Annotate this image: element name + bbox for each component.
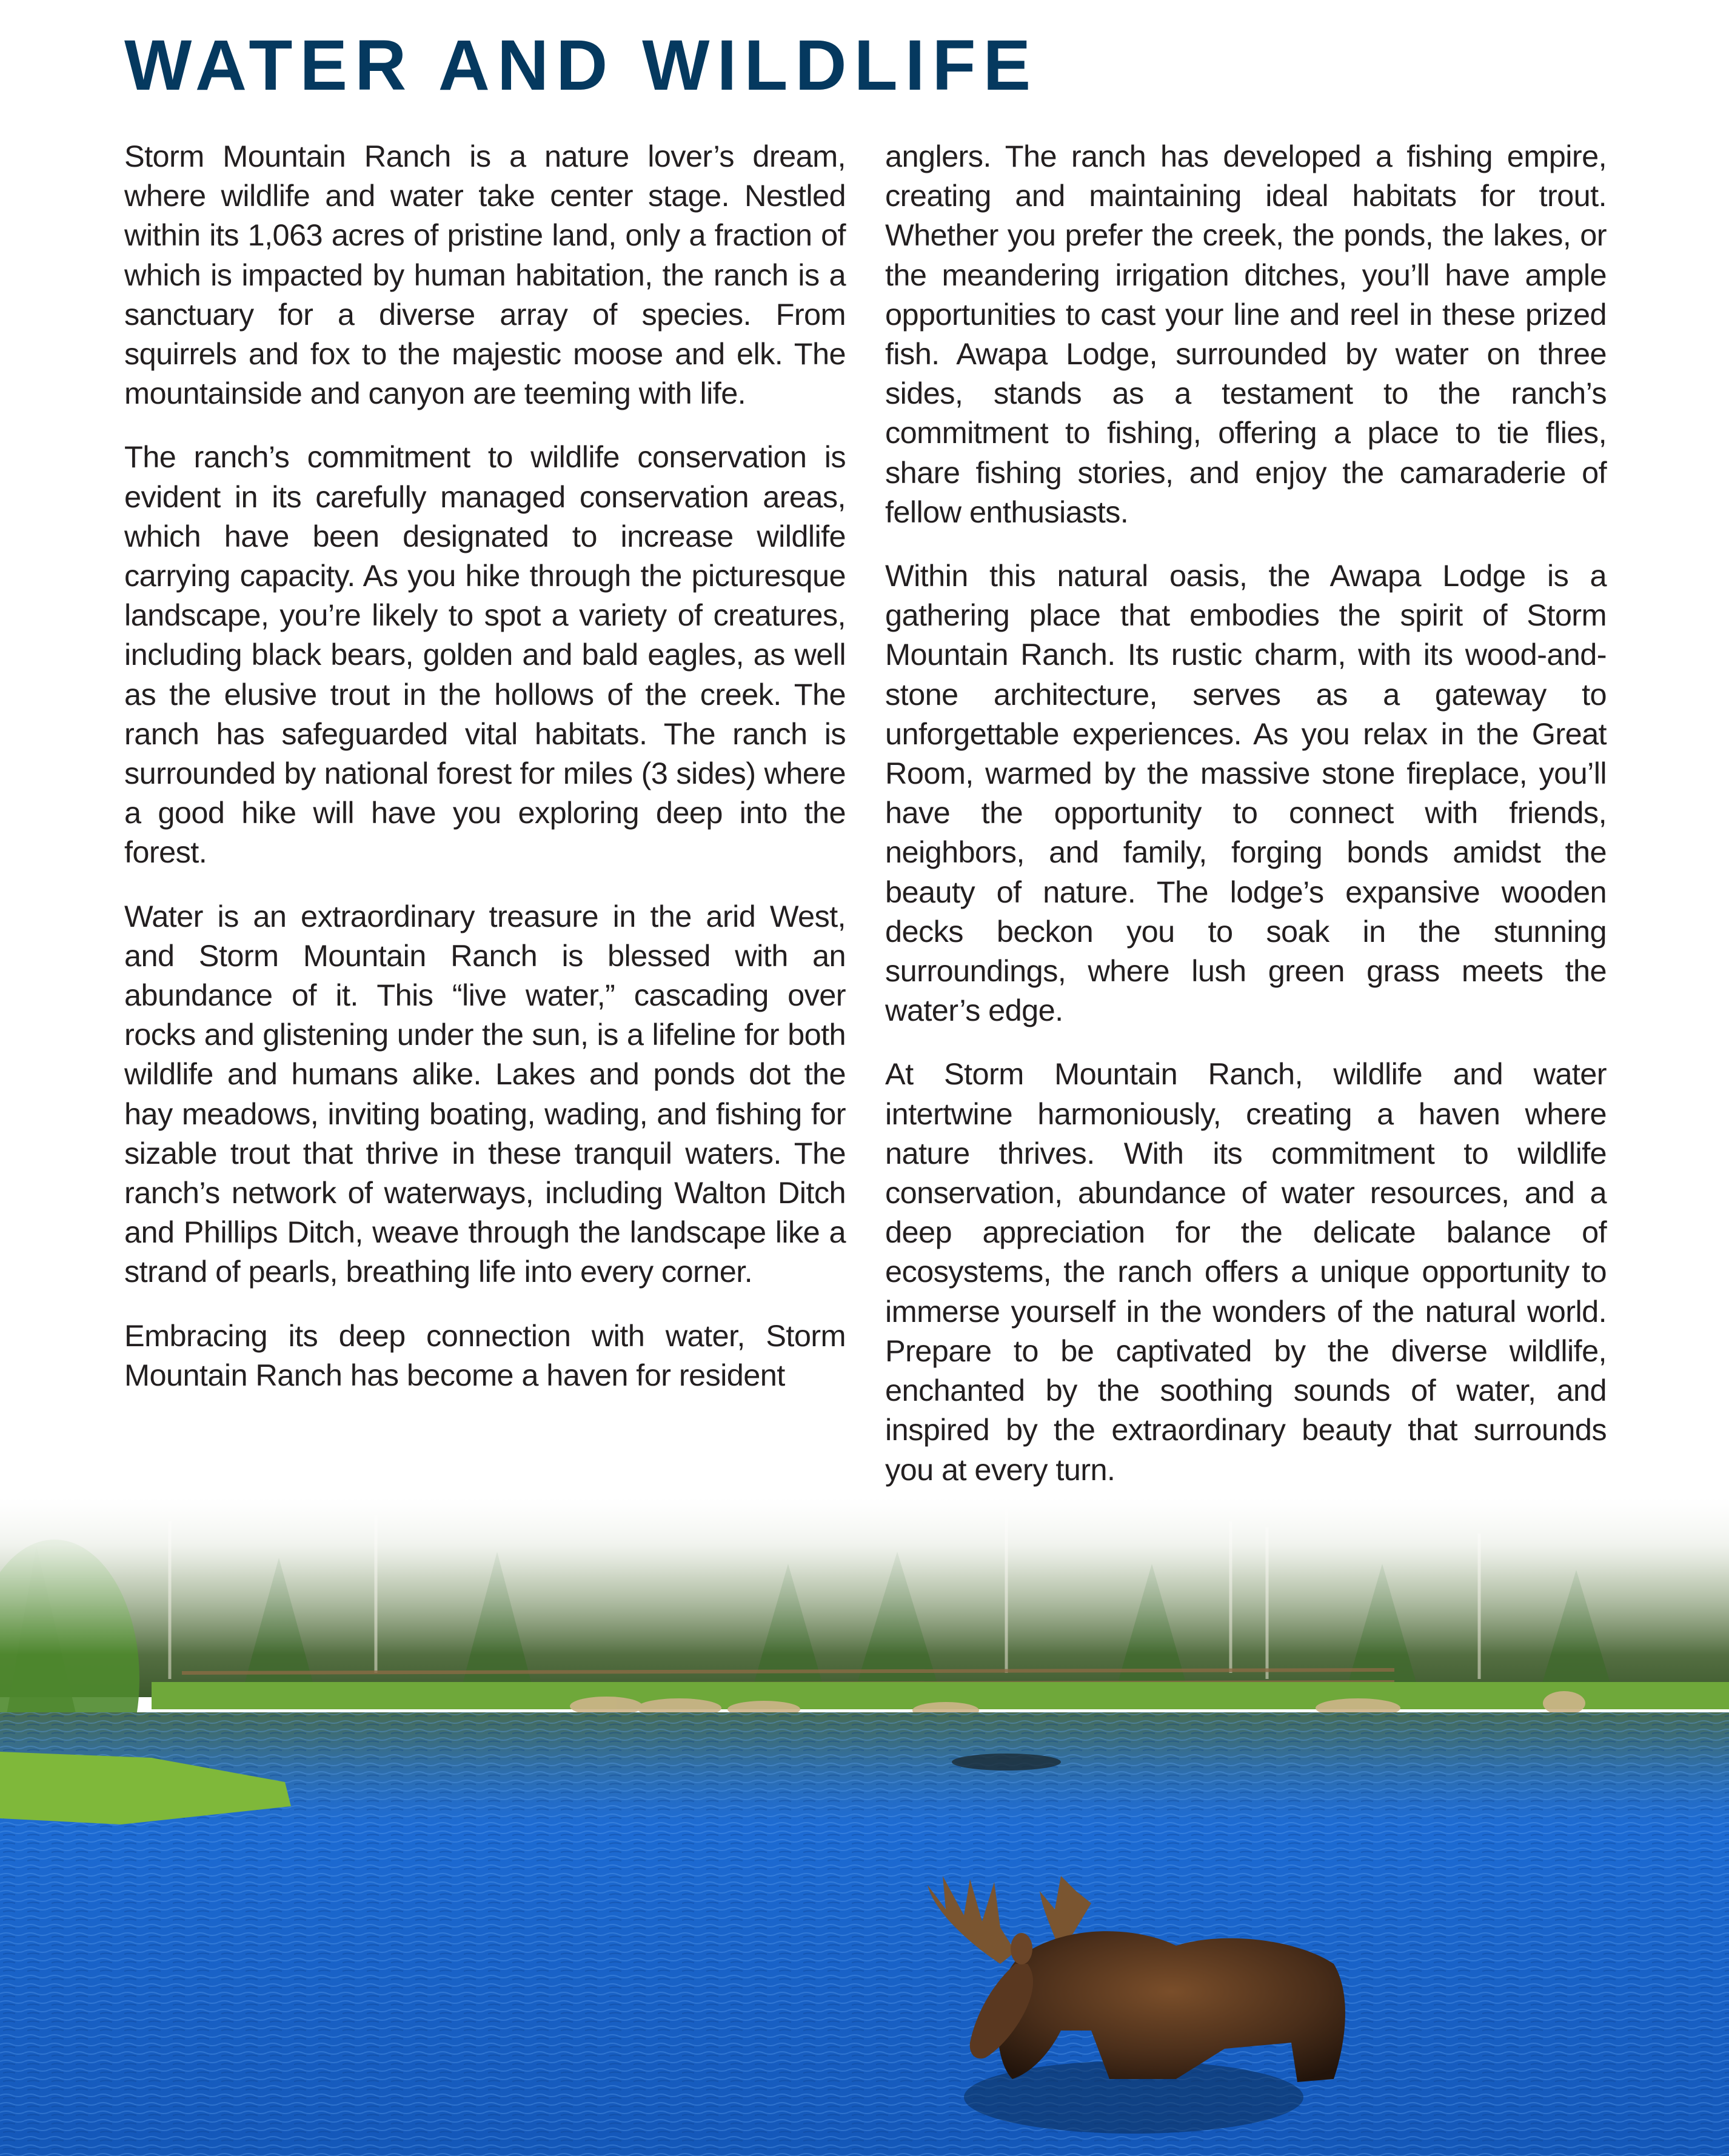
rock bbox=[952, 1754, 1061, 1771]
paragraph: anglers. The ranch has developed a fishing empire, creating and maintaining ideal habitats for trout. Whether you prefer the creek, the ponds, the lakes, or the meandering irrigation ditches, you’ll have ample opportunities to cast your line and reel in these prized fish. Awapa Lodge, surrounded by water on three sides, stands as a testament to the ranch’s commitment to fishing, offering a place to tie flies, share fishing stories, and enjoy the camaraderie of fellow enthusiasts. bbox=[885, 139, 1607, 529]
paragraph: The ranch’s commitment to wildlife conservation is evident in its carefully managed conservation areas, which have been designated to increase wildlife carrying capacity. As you hike through the picturesque landscape, you’re likely to spot a variety of creatures, including black bears, golden and bald eagles, as well as the elusive trout in the hollows of the creek. The ranch has safeguarded vital habitats. The ranch is surrounded by national forest for miles (3 sides) where a good hike will have you exploring deep into the forest. bbox=[124, 439, 846, 870]
lake-moose-photo bbox=[0, 1497, 1729, 2156]
paragraph: Embracing its deep connection with water, Storm Mountain Ranch has become a haven for resident bbox=[124, 1318, 846, 1392]
paragraph: Water is an extraordinary treasure in the arid West, and Storm Mountain Ranch is blessed with an abundance of it. This “live water,” cascading over rocks and glistening under the sun, is a lifeline for both wildlife and humans alike. Lakes and ponds dot the hay meadows, inviting boating, wading, and fishing for sizable trout that thrive in these tranquil waters. The ranch’s network of waterways, including Walton Ditch and Phillips Ditch, weave through the landscape like a strand of pearls, breathing life into every corner. bbox=[124, 898, 846, 1289]
paragraph: Storm Mountain Ranch is a nature lover’s dream, where wildlife and water take center stage. Nestled within its 1,063 acres of pristine land, only a fraction of which is impacted by human habitation, the ranch is a sanctuary for a diverse array of species. From squirrels and fox to the majestic moose and elk. The mountainside and canyon are teeming with life. bbox=[124, 139, 846, 411]
paragraph: Within this natural oasis, the Awapa Lodge is a gathering place that embodies the spirit of Storm Mountain Ranch. Its rustic charm, with its wood-and-stone architecture, serves as a gateway to unforgettable experiences. As you relax in the Great Room, warmed by the massive stone fireplace, you’ll have the opportunity to connect with friends, neighbors, and family, forging bonds amidst the beauty of nature. The lodge’s expansive wooden decks beckon you to soak in the stunning surroundings, where lush green grass meets the water’s edge. bbox=[885, 558, 1607, 1028]
landscape-illustration bbox=[0, 1497, 1729, 2156]
paragraph: At Storm Mountain Ranch, wildlife and water intertwine harmoniously, creating a haven where nature thrives. With its commitment to wildlife conservation, abundance of water resources, and a deep appreciation for the delicate balance of ecosystems, the ranch offers a unique opportunity to immerse yourself in the wonders of the natural world. Prepare to be captivated by the diverse wildlife, enchanted by the soothing sounds of water, and inspired by the extraordinary beauty that surrounds you at every turn. bbox=[885, 1056, 1607, 1487]
right-column bbox=[885, 136, 1607, 1489]
page-title: WATER AND WILDLIFE bbox=[124, 25, 1038, 105]
article-body bbox=[124, 136, 1607, 1489]
left-column bbox=[124, 136, 846, 1489]
